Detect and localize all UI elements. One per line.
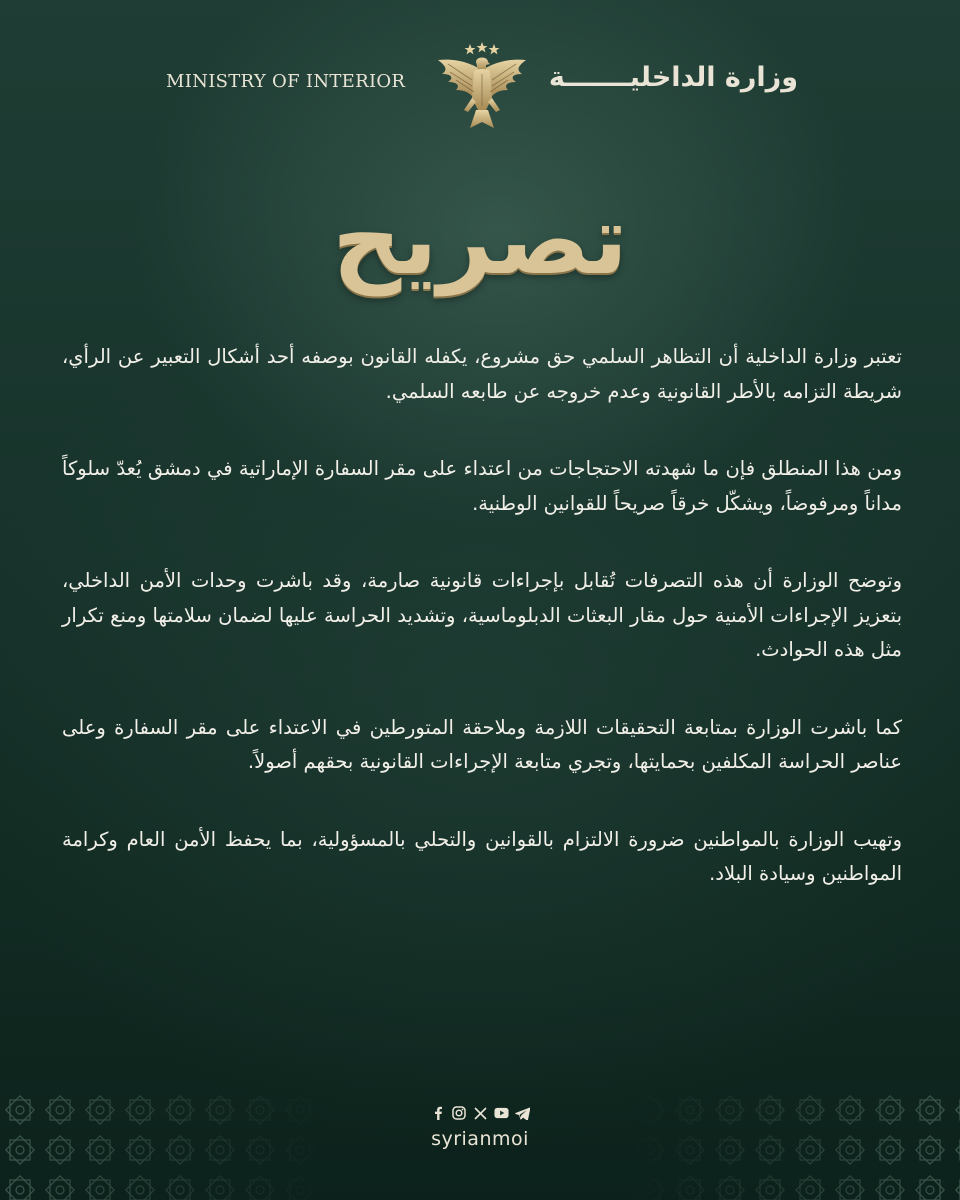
paragraph-4: كما باشرت الوزارة بمتابعة التحقيقات اللازمة وملاحقة المتورطين في الاعتداء على مقر السفارة وعلى عناصر الحراسة المكلفين بحمايتها، وتجري متابعة الإجراءات القانونية بحقهم أصولاً. [62, 715, 902, 773]
eagle-emblem-icon [428, 40, 536, 140]
social-icons [420, 1101, 540, 1125]
org-name-en: MINISTRY OF INTERIOR [166, 71, 406, 92]
paragraph-3: وتوضح الوزارة أن هذه التصرفات تُقابل بإجراءات قانونية صارمة، وقد باشرت وحدات الأمن الداخلي، بتعزيز الإجراءات الأمنية حول مقار البعثات الدبلوماسية، وتشديد الحراسة عليها لضمان سلامتها ومنع تكرار مثل هذه الحوادث. [62, 569, 902, 661]
paragraph-2: ومن هذا المنطلق فإن ما شهدته الاحتجاجات من اعتداء على مقر السفارة الإماراتية في دمشق يُعدّ سلوكاً مداناً ومرفوضاً، ويشكّل خرقاً صريحاً للقوانين الوطنية. [62, 457, 902, 515]
statement-body [62, 340, 902, 935]
instagram-icon[interactable] [452, 1106, 467, 1121]
org-name-ar: وزارة الداخليـــــــة [548, 62, 798, 93]
page-title: تصريح [332, 184, 628, 296]
paragraph-1: تعتبر وزارة الداخلية أن التظاهر السلمي حق مشروع، يكفله القانون بوصفه أحد أشكال التعبير عن الرأي، شريطة التزامه بالأطر القانونية وعدم خروجه عن طابعه السلمي. [62, 345, 902, 403]
geometric-pattern-right [630, 1090, 960, 1200]
youtube-icon[interactable] [494, 1106, 509, 1121]
header [0, 40, 960, 140]
facebook-icon[interactable] [431, 1106, 446, 1121]
x-icon[interactable] [473, 1106, 488, 1121]
paragraph-5: وتهيب الوزارة بالمواطنين ضرورة الالتزام بالقوانين والتحلي بالمسؤولية، بما يحفظ الأمن العام وكرامة المواطنين وسيادة البلاد. [62, 827, 902, 885]
telegram-icon[interactable] [515, 1106, 530, 1121]
social-handle[interactable]: syrianmoi [431, 1128, 529, 1150]
geometric-pattern-left [0, 1090, 330, 1200]
